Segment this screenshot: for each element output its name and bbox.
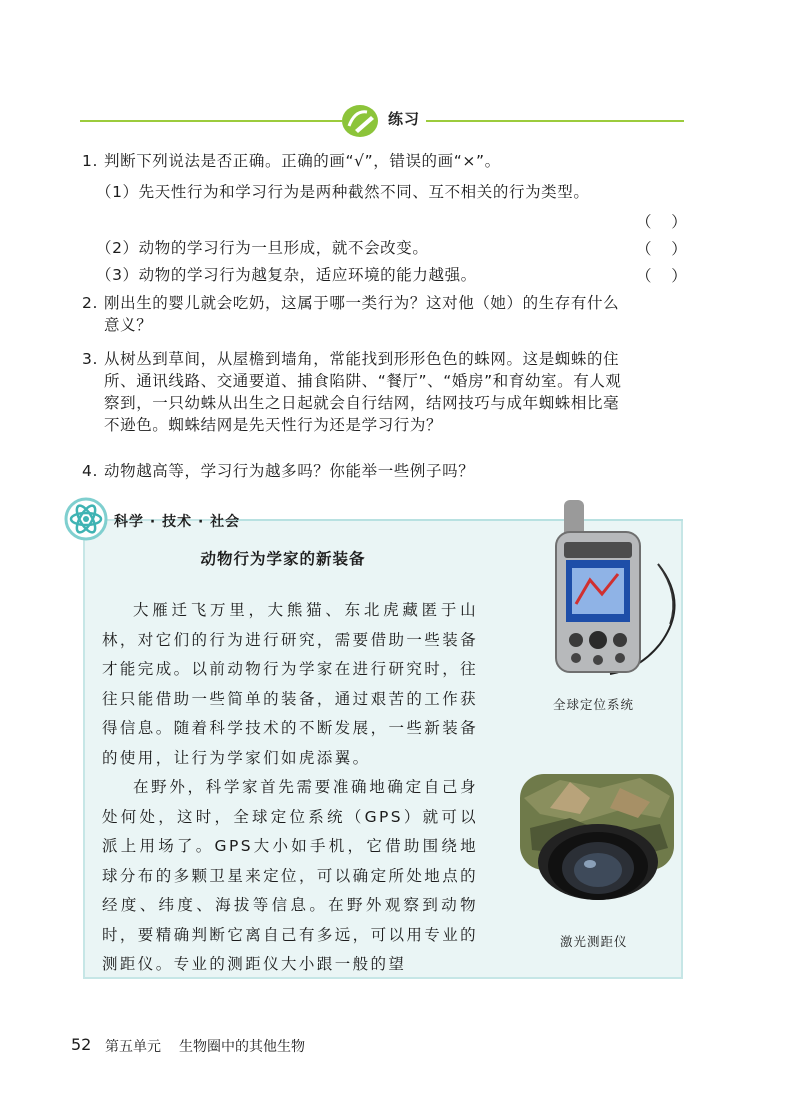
rangefinder-caption: 激光测距仪 — [560, 934, 628, 949]
sub-item-number: （1） — [96, 183, 139, 201]
gps-device-image — [540, 494, 690, 684]
question-line: 察到，一只幼蛛从出生之日起就会自行结网，结网技巧与成年蜘蛛相比毫 — [104, 394, 620, 412]
sub-item-text: 动物的学习行为越复杂，适应环境的能力越强。 — [138, 266, 477, 284]
question-2 — [82, 292, 619, 336]
gps-caption: 全球定位系统 — [553, 697, 635, 712]
article-title: 动物行为学家的新装备 — [200, 550, 366, 568]
sub-item-3 — [96, 264, 477, 286]
footer-chapter: 生物圈中的其他生物 — [179, 1039, 305, 1055]
answer-blank-2[interactable]: （ ） — [636, 240, 687, 258]
question-line: 刚出生的婴儿就会吃奶，这属于哪一类行为？这对他（她）的生存有什么 — [104, 294, 620, 312]
footer-unit: 第五单元 — [105, 1039, 161, 1055]
question-1 — [82, 150, 501, 172]
header-rule-left — [80, 120, 342, 122]
sub-item-text: 先天性行为和学习行为是两种截然不同、互不相关的行为类型。 — [138, 183, 590, 201]
sub-item-2 — [96, 237, 428, 259]
question-line: 从树丛到草间，从屋檐到墙角，常能找到形形色色的蛛网。这是蜘蛛的住 — [104, 350, 620, 368]
answer-blank-3[interactable]: （ ） — [636, 267, 687, 285]
science-section-title: 科学 · 技术 · 社会 — [114, 514, 241, 530]
exercise-pencil-icon — [341, 104, 379, 138]
question-number: 4. — [82, 462, 98, 480]
question-line: 不逊色。蜘蛛结网是先天性行为还是学习行为？ — [104, 416, 443, 434]
question-text: 动物越高等，学习行为越多吗？你能举一些例子吗？ — [104, 462, 475, 480]
question-number: 2. — [82, 294, 98, 312]
question-4 — [82, 460, 474, 482]
exercise-title: 练习 — [388, 110, 421, 128]
question-text: 判断下列说法是否正确。正确的画“√”，错误的画“×”。 — [104, 152, 501, 170]
sub-item-number: （3） — [96, 266, 139, 284]
question-3 — [82, 348, 622, 436]
page-number: 52 — [71, 1035, 92, 1054]
article-paragraph: 大雁迁飞万里，大熊猫、东北虎藏匿于山林，对它们的行为进行研究，需要借助一些装备才能完成。以前动物行为学家在进行研究时，往往只能借助一些简单的装备，通过艰苦的工作获得信息。随着科学技术的不断发展，一些新装备的使用，让行为学家们如虎添翼。 — [102, 601, 478, 767]
laser-rangefinder-image — [510, 758, 685, 908]
question-number: 3. — [82, 350, 98, 368]
question-line: 意义？ — [104, 316, 153, 334]
sub-item-number: （2） — [96, 239, 139, 257]
article-body — [102, 596, 478, 980]
answer-blank-1[interactable]: （ ） — [636, 213, 687, 231]
question-line: 所、通讯线路、交通要道、捕食陷阱、“餐厅”、“婚房”和育幼室。有人观 — [104, 372, 622, 390]
question-number: 1. — [82, 152, 98, 170]
header-rule-right — [426, 120, 684, 122]
science-atom-icon — [64, 497, 108, 541]
sub-item-1 — [96, 181, 589, 203]
article-paragraph: 在野外，科学家首先需要准确地确定自己身处何处，这时，全球定位系统（GPS）就可以派上用场了。GPS大小如手机，它借助围绕地球分布的多颗卫星来定位，可以确定所处地点的经度、纬度、海拔等信息。在野外观察到动物时，要精确判断它离自己有多远，可以用专业的测距仪。专业的测距仪大小跟一般的望 — [102, 778, 478, 973]
sub-item-text: 动物的学习行为一旦形成，就不会改变。 — [138, 239, 429, 257]
